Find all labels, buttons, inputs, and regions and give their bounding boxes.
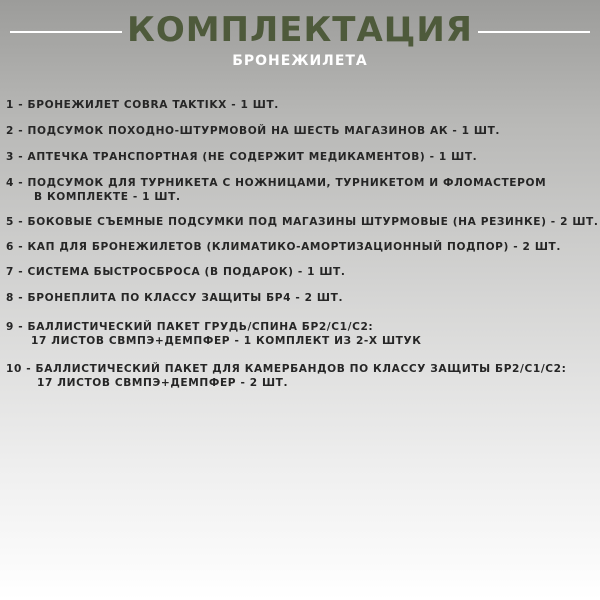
list-item-text: 2 - ПОДСУМОК ПОХОДНО-ШТУРМОВОЙ НА ШЕСТЬ МАГАЗИНОВ АК - 1 ШТ.: [6, 125, 501, 137]
list-item-continuation: В КОМПЛЕКТЕ - 1 ШТ.: [34, 191, 181, 203]
page-subtitle: БРОНЕЖИЛЕТА: [232, 53, 368, 69]
list-item: [6, 150, 596, 164]
list-item: [6, 362, 596, 390]
list-item-continuation: 17 ЛИСТОВ СВМПЭ+ДЕМПФЕР - 1 КОМПЛЕКТ ИЗ 2-Х ШТУК: [31, 335, 422, 347]
list-item-text: 9 - БАЛЛИСТИЧЕСКИЙ ПАКЕТ ГРУДЬ/СПИНА БР2/С1/С2:: [6, 321, 374, 333]
list-item-text: 6 - КАП ДЛЯ БРОНЕЖИЛЕТОВ (КЛИМАТИКО-АМОРТИЗАЦИОННЫЙ ПОДПОР) - 2 ШТ.: [6, 241, 561, 253]
page-title: КОМПЛЕКТАЦИЯ: [127, 10, 473, 50]
list-item-text: 8 - БРОНЕПЛИТА ПО КЛАССУ ЗАЩИТЫ БР4 - 2 ШТ.: [6, 292, 344, 304]
list-item-text: 7 - СИСТЕМА БЫСТРОСБРОСА (В ПОДАРОК) - 1 ШТ.: [6, 266, 346, 278]
list-item-continuation: 17 ЛИСТОВ СВМПЭ+ДЕМПФЕР - 2 ШТ.: [37, 377, 289, 389]
list-item-text: 3 - АПТЕЧКА ТРАНСПОРТНАЯ (НЕ СОДЕРЖИТ МЕДИКАМЕНТОВ) - 1 ШТ.: [6, 151, 478, 163]
list-item: [6, 124, 596, 138]
list-item: [6, 215, 599, 229]
list-item-text: 1 - БРОНЕЖИЛЕТ COBRA TAKTIKX - 1 ШТ.: [6, 99, 279, 111]
list-item: [6, 291, 596, 305]
list-item: [6, 240, 596, 254]
list-item-text: 4 - ПОДСУМОК ДЛЯ ТУРНИКЕТА С НОЖНИЦАМИ, ТУРНИКЕТОМ И ФЛОМАСТЕРОМ: [6, 177, 547, 189]
list-item: [6, 265, 596, 279]
list-item: [6, 176, 596, 204]
list-item: [6, 320, 596, 348]
list-item: [6, 98, 596, 112]
list-item-text: 5 - БОКОВЫЕ СЪЕМНЫЕ ПОДСУМКИ ПОД МАГАЗИНЫ ШТУРМОВЫЕ (НА РЕЗИНКЕ) - 2 ШТ.: [6, 216, 599, 228]
list-item-text: 10 - БАЛЛИСТИЧЕСКИЙ ПАКЕТ ДЛЯ КАМЕРБАНДОВ ПО КЛАССУ ЗАЩИТЫ БР2/С1/С2:: [6, 363, 567, 375]
